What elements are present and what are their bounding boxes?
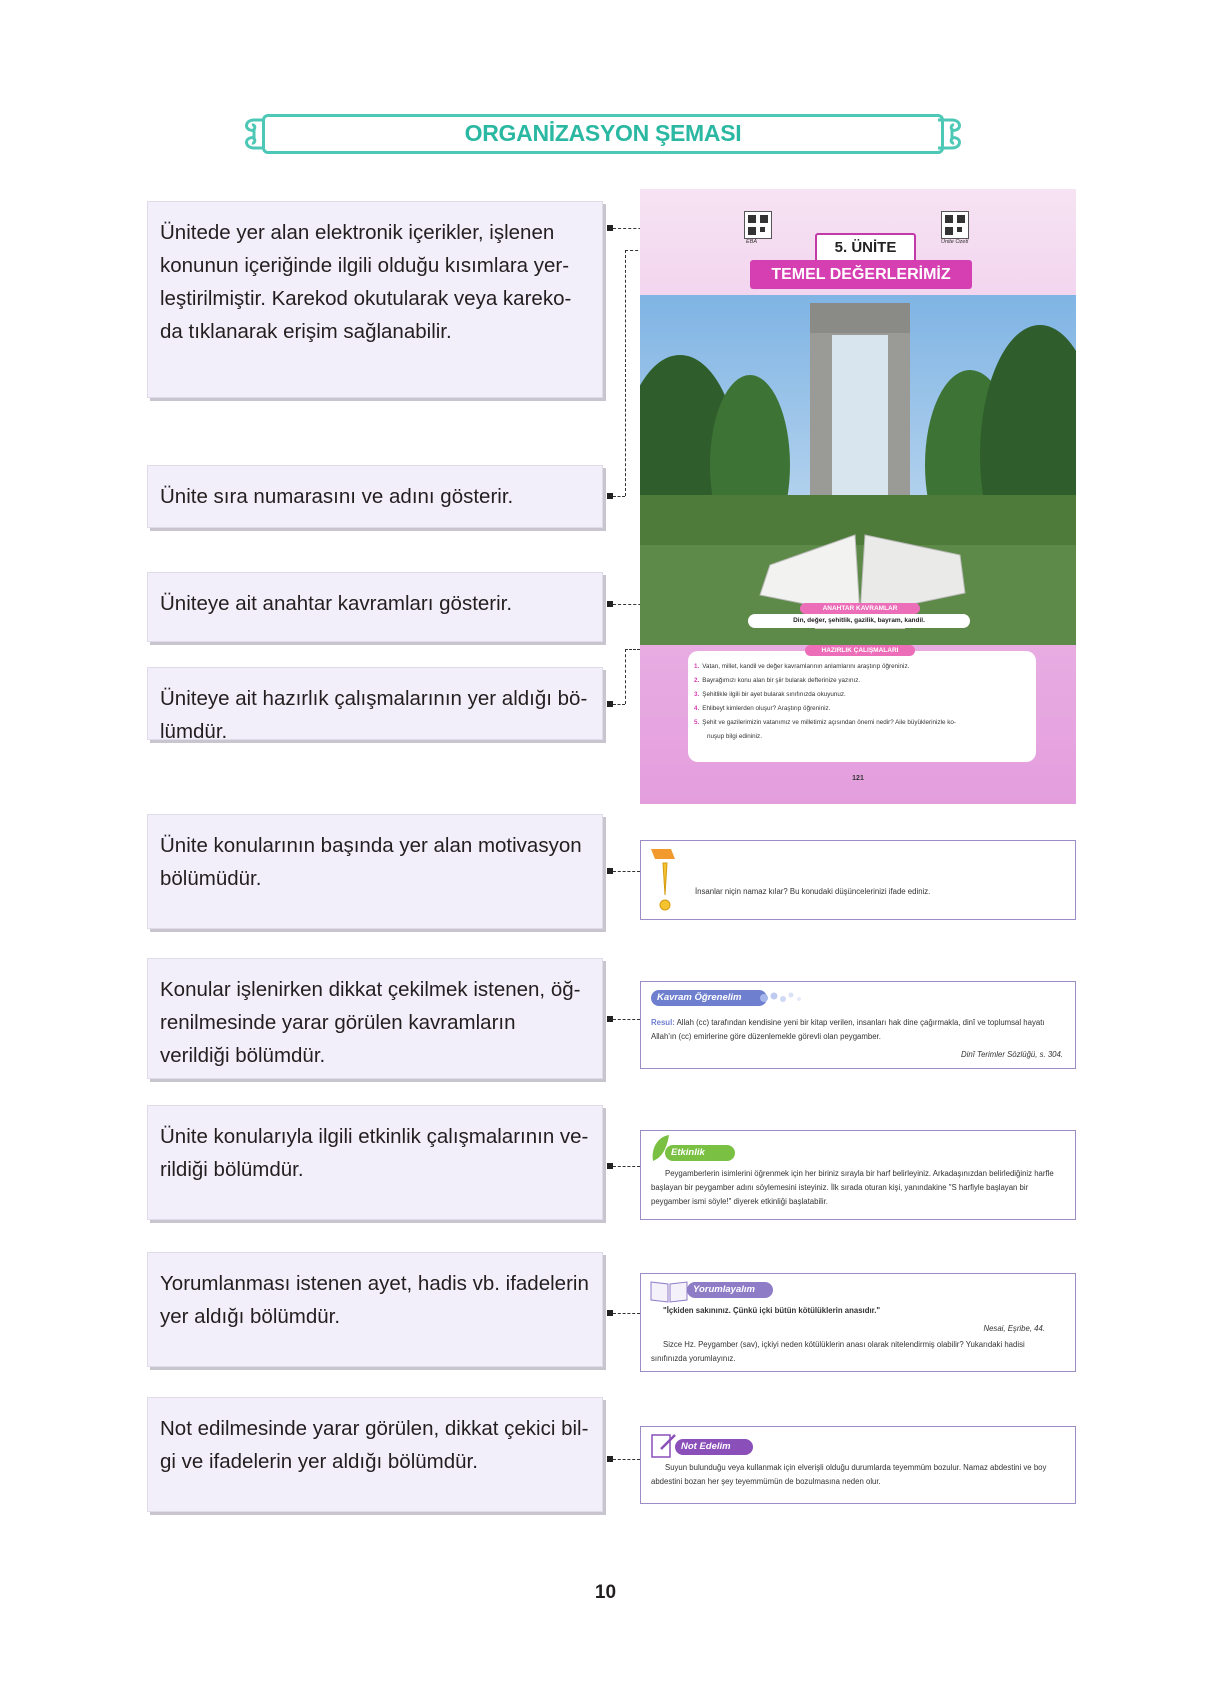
concept-sample — [640, 981, 1076, 1069]
title-banner — [240, 108, 966, 160]
notes-text: Suyun bulunduğu veya kullanmak için elverişli olduğu durumlarda teyemmüm bozulur. Namaz abdestini ve boy abdestini bozan her şey teyemmümün de bozulmasına neden olur. — [651, 1463, 1047, 1486]
page-number: 10 — [594, 1582, 617, 1603]
prep-item: 3. Şehitlikle ilgili bir ayet bularak sınıfınızda okuyunuz. — [694, 691, 846, 698]
key-concepts-label: ANAHTAR KAVRAMLAR — [800, 603, 920, 614]
interpretation-sample — [640, 1273, 1076, 1372]
concept-definition: Resul: Allah (cc) tarafından kendisine yeni bir kitap verilen, insanları hak dine çağırmakla, dinî ve toplumsal hayatı Allah'ın (cc) emirlerine göre düzenlemekle görevli olan peygamber. — [651, 1018, 1045, 1041]
open-book-icon — [649, 1278, 689, 1304]
prep-item: 2. Bayrağımızı konu alan bir şiir bularak defterinize yazınız. — [694, 677, 861, 684]
notes-tag: Not Edelim — [675, 1439, 753, 1455]
preparation-label: HAZIRLIK ÇALIŞMALARI — [805, 645, 915, 656]
qr-right-label: Ünite Özeti — [941, 239, 969, 245]
key-concepts-list: Din, değer, şehitlik, gazilik, bayram, kandil. — [748, 614, 970, 628]
prep-item: 1. Vatan, millet, kandil ve değer kavramlarının anlamlarını araştırıp öğreniniz. — [694, 663, 910, 670]
prep-item: nuşup bilgi edininiz. — [707, 733, 762, 740]
desc-key-concepts: Üniteye ait anahtar kavramları gösterir. — [147, 572, 603, 642]
page-title: ORGANİZASYON ŞEMASI — [464, 120, 742, 146]
exclamation-pen-icon — [647, 845, 679, 915]
desc-electronic-content: Ünitede yer alan elektronik içerikler, işlenen konunun içeriğinde ilgili olduğu kısımlara yer-leştirilmiştir. Karekod okutularak veya kareko-da tıklanarak erişim sağlanabilir. — [147, 201, 603, 398]
interpretation-text: Sizce Hz. Peygamber (sav), içkiyi neden kötülüklerin anası olarak nitelendirmiş olabilir? Yukarıdaki hadisi sınıfınızda yorumlayınız. — [651, 1340, 1025, 1363]
desc-interpretation: Yorumlanması istenen ayet, hadis vb. ifadelerin yer aldığı bölümdür. — [147, 1252, 603, 1367]
unit-opening-page — [640, 189, 1076, 804]
motivation-sample — [640, 840, 1076, 920]
unit-number: 5. ÜNİTE — [815, 233, 916, 264]
desc-motivation: Ünite konularının başında yer alan motivasyon bölümüdür. — [147, 814, 603, 929]
desc-notes: Not edilmesinde yarar görülen, dikkat çekici bil-gi ve ifadelerin yer aldığı bölümdür. — [147, 1397, 603, 1512]
qr-code-right-icon[interactable] — [941, 211, 969, 239]
desc-concepts: Konular işlenirken dikkat çekilmek istenen, öğ-renilmesinde yarar görülen kavramların verildiği bölümdür. — [147, 958, 603, 1079]
notes-sample — [640, 1426, 1076, 1504]
preparation-box — [688, 651, 1036, 762]
desc-preparation: Üniteye ait hazırlık çalışmalarının yer aldığı bö-lümdür. — [147, 667, 603, 740]
desc-unit-number: Ünite sıra numarasını ve adını gösterir. — [147, 465, 603, 528]
desc-activity: Ünite konularıyla ilgili etkinlik çalışmalarının ve-rildiği bölümdür. — [147, 1105, 603, 1220]
concept-tag: Kavram Öğrenelim — [651, 990, 767, 1006]
qr-left-label: EBA — [746, 239, 758, 245]
concept-source: Dinî Terimler Sözlüğü, s. 304. — [961, 1050, 1063, 1059]
qr-code-left-icon[interactable] — [744, 211, 772, 239]
motivation-text: İnsanlar niçin namaz kılar? Bu konudaki düşüncelerinizi ifade ediniz. — [695, 887, 931, 896]
interpretation-tag: Yorumlayalım — [687, 1282, 773, 1298]
prep-item: 5. Şehit ve gazilerimizin vatanımız ve milletimiz açısından önemi nedir? Aile büyüklerinizle ko- — [694, 719, 956, 726]
monument-photo — [640, 295, 1076, 645]
hadith-quote: "İçkiden sakınınız. Çünkü içki bütün kötülüklerin anasıdır." — [663, 1306, 881, 1315]
activity-text: Peygamberlerin isimlerini öğrenmek için her biriniz sırayla bir harf belirleyiniz. Arkadaşınızdan belirlediğiniz harfle başlayan bir peygamber adını söylemesini isteyiniz. İlk sırada oturan kişi, yanındakine "S harfiyle başlayan bir peygamber ismi söyle!" diyerek etkinliği başlatabilir. — [651, 1169, 1054, 1206]
hadith-source: Nesai, Eşribe, 44. — [983, 1324, 1045, 1333]
activity-sample — [640, 1130, 1076, 1220]
prep-item: 4. Ehlibeyt kimlerden oluşur? Araştırıp öğreniniz. — [694, 705, 831, 712]
unit-name: TEMEL DEĞERLERİMİZ — [750, 260, 972, 289]
unit-page-number: 121 — [852, 775, 864, 782]
dots-ornament-icon — [759, 988, 809, 1008]
activity-tag: Etkinlik — [665, 1145, 735, 1161]
